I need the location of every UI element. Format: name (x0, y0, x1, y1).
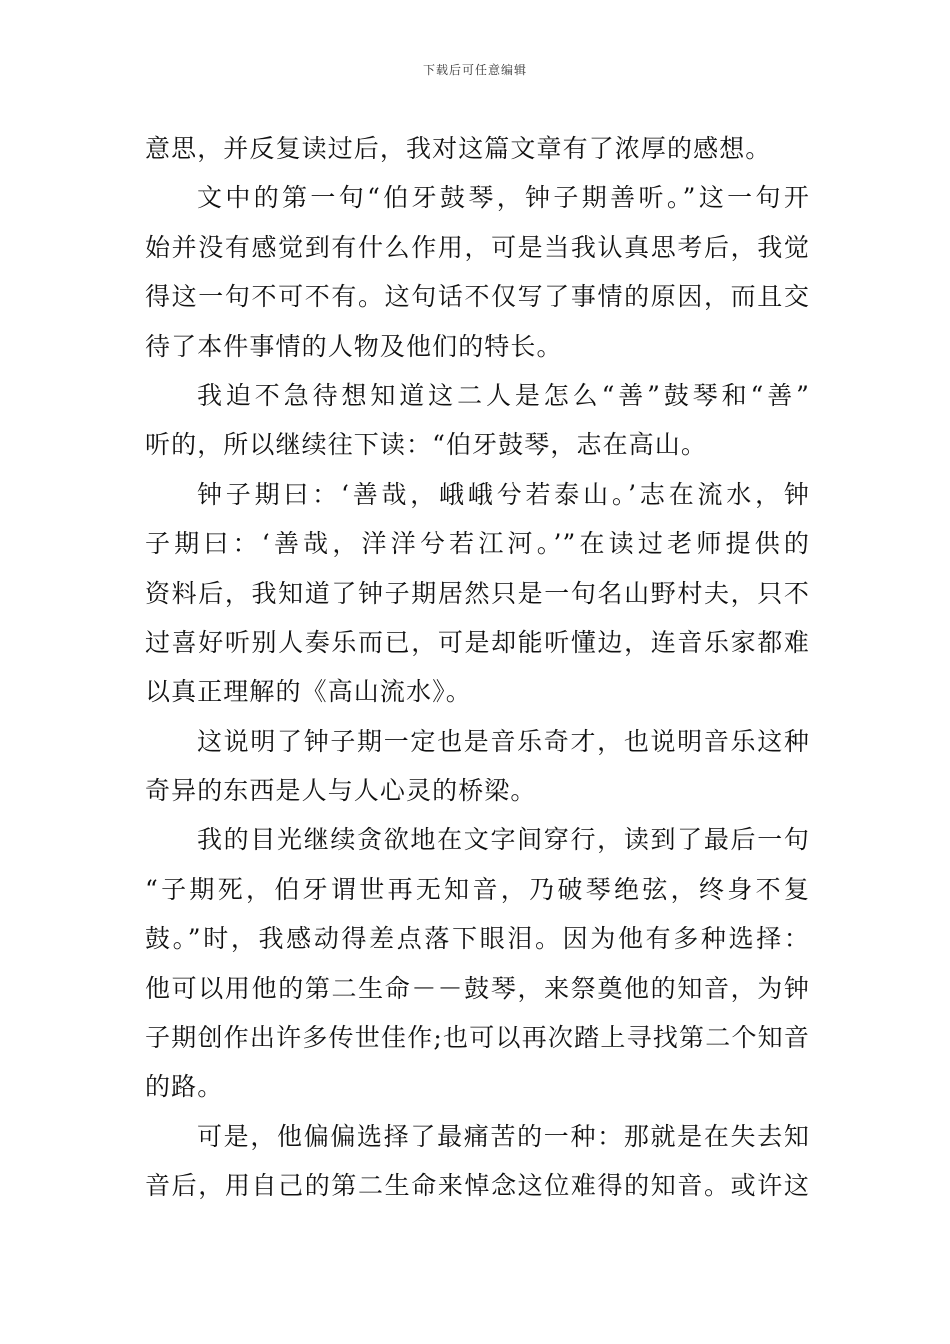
text-line: 文中的第一句“伯牙鼓琴，钟子期善听。”这一句开 (197, 183, 810, 213)
text-line: 他可以用他的第二生命－－鼓琴，来祭奠他的知音，为钟 (145, 973, 810, 1003)
text-line: 资料后，我知道了钟子期居然只是一句名山野村夫，只不 (145, 578, 810, 608)
text-line: “子期死，伯牙谓世再无知音，乃破琴绝弦，终身不复 (145, 874, 810, 904)
text-line: 音后，用自己的第二生命来悼念这位难得的知音。或许这 (145, 1171, 810, 1201)
text-line: 奇异的东西是人与人心灵的桥梁。 (145, 776, 537, 806)
text-line: 的路。 (145, 1072, 224, 1102)
text-line: 子期创作出许多传世佳作;也可以再次踏上寻找第二个知音 (145, 1023, 810, 1053)
text-line: 我迫不急待想知道这二人是怎么“善”鼓琴和“善” (197, 380, 810, 410)
text-line: 待了本件事情的人物及他们的特长。 (145, 331, 563, 361)
page-header: 下载后可任意编辑 (422, 63, 527, 77)
text-line: 过喜好听别人奏乐而已，可是却能听懂边，连音乐家都难 (145, 627, 810, 657)
document-body (145, 124, 810, 1211)
text-line: 子期曰：‘善哉，洋洋兮若江河。’”在读过老师提供的 (145, 529, 810, 559)
text-line: 这说明了钟子期一定也是音乐奇才，也说明音乐这种 (197, 726, 810, 756)
text-line: 可是，他偏偏选择了最痛苦的一种：那就是在失去知 (197, 1121, 810, 1151)
text-line: 始并没有感觉到有什么作用，可是当我认真思考后，我觉 (145, 232, 810, 262)
text-line: 我的目光继续贪欲地在文字间穿行，读到了最后一句 (197, 825, 810, 855)
text-line: 听的，所以继续往下读：“伯牙鼓琴，志在高山。 (145, 430, 707, 460)
text-line: 得这一句不可不有。这句话不仅写了事情的原因，而且交 (145, 282, 810, 312)
text-line: 钟子期曰：‘善哉，峨峨兮若泰山。’志在流水，钟 (197, 479, 810, 509)
text-line: 鼓。”时，我感动得差点落下眼泪。因为他有多种选择： (145, 924, 810, 954)
text-line: 意思，并反复读过后，我对这篇文章有了浓厚的感想。 (145, 134, 772, 163)
text-line: 以真正理解的《高山流水》。 (145, 677, 472, 707)
